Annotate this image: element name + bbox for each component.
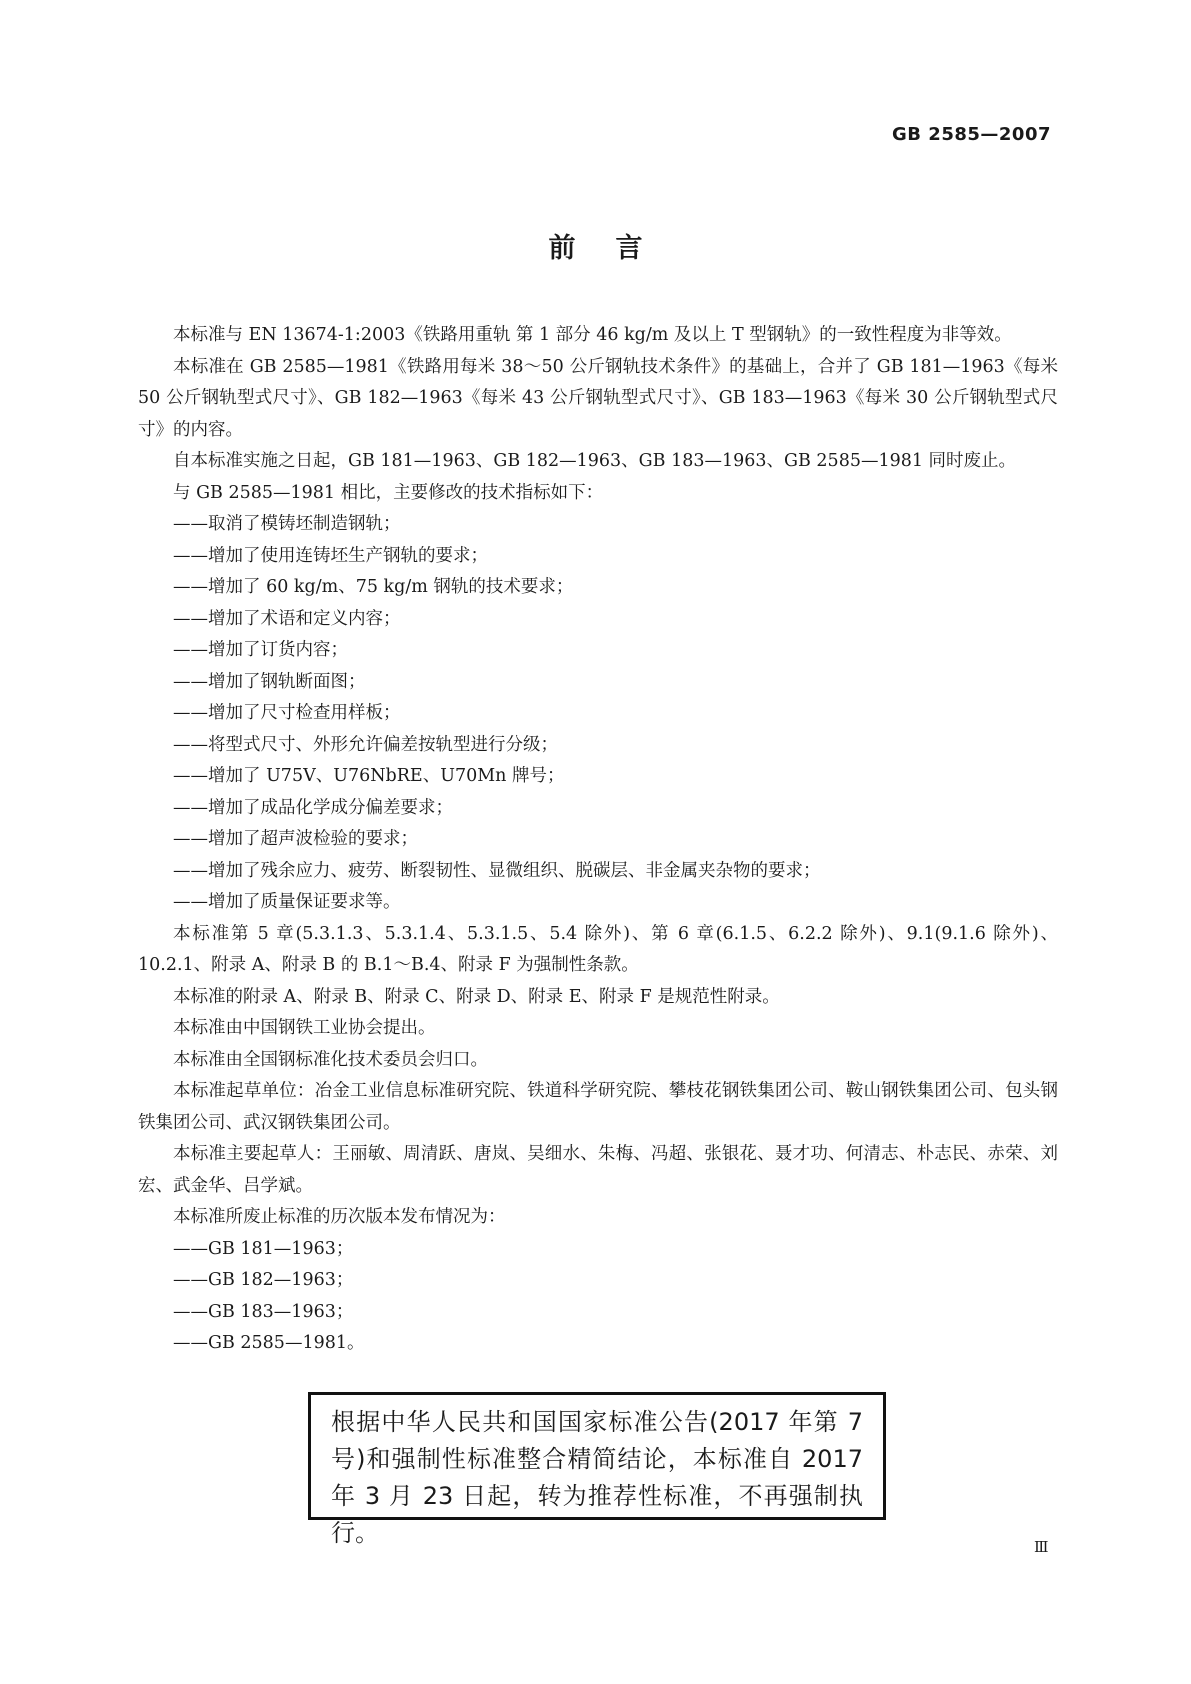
list-item: ——GB 183—1963； [173,1301,354,1322]
list-item: ——GB 181—1963； [173,1238,354,1259]
list-item: ——GB 182—1963； [173,1270,354,1290]
paragraph: 自本标准实施之日起，GB 181—1963、GB 182—1963、GB 183—1963、GB 2585—1981 同时废止。 [173,451,1017,471]
paragraph: 本标准在 GB 2585—1981《铁路用每米 38～50 公斤钢轨技术条件》的基础上，合并了 GB 181—1963《每米 50 公斤钢轨型式尺寸》、GB 182—1963《每米 43 公斤钢轨型式尺寸》、GB 183—1963《每米 30 公斤钢轨型式尺寸》的内容。 [138,356,1058,440]
paragraph: 本标准主要起草人：王丽敏、周清跃、唐岚、吴细水、朱梅、冯超、张银花、聂才功、何清志、朴志民、赤荣、刘宏、武金华、吕学斌。 [138,1144,1058,1196]
list-item: ——增加了使用连铸坯生产钢轨的要求； [173,545,488,566]
paragraph: 本标准与 EN 13674-1:2003《铁路用重轨 第 1 部分 46 kg/m 及以上 T 型钢轨》的一致性程度为非等效。 [173,325,1012,345]
notice-box: 根据中华人民共和国国家标准公告(2017 年第 7 号)和强制性标准整合精简结论，本标准自 2017 年 3 月 23 日起，转为推荐性标准，不再强制执行。 [308,1392,886,1520]
paragraph: 本标准第 5 章(5.3.1.3、5.3.1.4、5.3.1.5、5.4 除外)、第 6 章(6.1.5、6.2.2 除外)、9.1(9.1.6 除外)、10.2.1、附录 A、附录 B 的 B.1～B.4、附录 F 为强制性条款。 [138,923,1058,975]
list-item: ——增加了超声波检验的要求； [173,829,418,849]
paragraph: 与 GB 2585—1981 相比，主要修改的技术指标如下： [173,482,604,503]
list-item: ——增加了质量保证要求等。 [173,892,401,912]
list-item: ——将型式尺寸、外形允许偏差按轨型进行分级； [173,734,558,755]
list-item: ——增加了术语和定义内容； [173,608,401,629]
list-item: ——增加了 U75V、U76NbRE、U70Mn 牌号； [173,766,565,786]
list-item: ——增加了成品化学成分偏差要求； [173,797,453,818]
standard-code: GB 2585—2007 [892,124,1051,145]
list-item: ——增加了尺寸检查用样板； [173,703,401,723]
foreword-body [138,320,1058,1360]
page-title: 前言 [548,233,683,264]
list-item: ——增加了订货内容； [173,640,348,660]
list-item: ——增加了 60 kg/m、75 kg/m 钢轨的技术要求； [173,577,574,597]
list-item: ——增加了残余应力、疲劳、断裂韧性、显微组织、脱碳层、非金属夹杂物的要求； [173,860,821,881]
list-item: ——GB 2585—1981。 [173,1333,365,1353]
paragraph: 本标准由中国钢铁工业协会提出。 [173,1018,436,1038]
paragraph: 本标准的附录 A、附录 B、附录 C、附录 D、附录 E、附录 F 是规范性附录。 [173,986,780,1007]
paragraph: 本标准所废止标准的历次版本发布情况为： [173,1207,506,1227]
page-number: Ⅲ [1034,1538,1048,1556]
list-item: ——增加了钢轨断面图； [173,671,366,692]
paragraph: 本标准起草单位：冶金工业信息标准研究院、铁道科学研究院、攀枝花钢铁集团公司、鞍山钢铁集团公司、包头钢铁集团公司、武汉钢铁集团公司。 [138,1081,1058,1133]
list-item: ——取消了模铸坯制造钢轨； [173,514,401,534]
paragraph: 本标准由全国钢标准化技术委员会归口。 [173,1049,488,1070]
